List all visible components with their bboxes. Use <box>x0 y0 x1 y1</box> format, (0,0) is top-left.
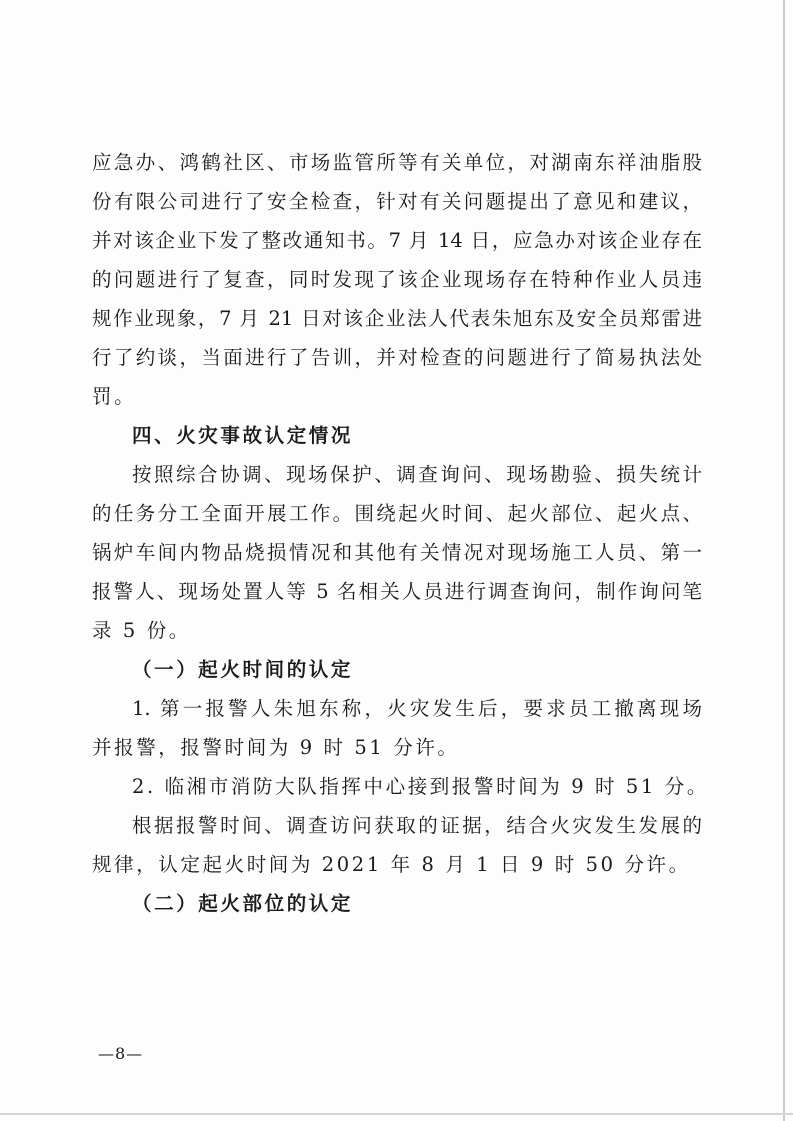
body-line: 罚。 <box>92 385 137 408</box>
body-line: 规律，认定起火时间为 2021 年 8 月 1 日 9 时 50 分许。 <box>92 853 691 876</box>
body-line: 报警人、现场处置人等 5 名相关人员进行调查询问，制作询问笔 <box>92 580 702 603</box>
list-item-1: 1. 第一报警人朱旭东称，火灾发生后，要求员工撤离现场 <box>132 697 702 720</box>
body-line: 按照综合协调、现场保护、调查询问、现场勘验、损失统计 <box>132 463 702 486</box>
list-item-2: 2. 临湘市消防大队指挥中心接到报警时间为 9 时 51 分。 <box>132 775 709 798</box>
body-line: 规作业现象，7 月 21 日对该企业法人代表朱旭东及安全员郑雷进 <box>92 307 702 330</box>
body-line: 行了约谈，当面进行了告训，并对检查的问题进行了简易执法处 <box>92 346 702 369</box>
section-heading-4: 四、火灾事故认定情况 <box>132 424 354 447</box>
body-line: 并报警，报警时间为 9 时 51 分许。 <box>92 736 460 759</box>
body-line: 根据报警时间、调查访问获取的证据，结合火灾发生发展的 <box>132 814 702 837</box>
body-line: 应急办、鸿鹤社区、市场监管所等有关单位，对湖南东祥油脂股 <box>92 151 702 174</box>
subsection-heading-1: （一）起火时间的认定 <box>132 658 354 681</box>
document-body <box>92 143 709 923</box>
page-edge-bottom <box>0 1113 793 1115</box>
page-number: —8— <box>98 1044 144 1063</box>
body-line: 录 5 份。 <box>92 619 191 642</box>
body-line: 份有限公司进行了安全检查，针对有关问题提出了意见和建议， <box>92 190 702 213</box>
page-edge-right <box>783 0 785 1121</box>
body-line: 锅炉车间内物品烧损情况和其他有关情况对现场施工人员、第一 <box>92 541 702 564</box>
body-line: 并对该企业下发了整改通知书。7 月 14 日，应急办对该企业存在 <box>92 229 702 252</box>
subsection-heading-2: （二）起火部位的认定 <box>132 892 354 915</box>
body-line: 的任务分工全面开展工作。围绕起火时间、起火部位、起火点、 <box>92 502 702 525</box>
body-line: 的问题进行了复查，同时发现了该企业现场存在特种作业人员违 <box>92 268 702 291</box>
